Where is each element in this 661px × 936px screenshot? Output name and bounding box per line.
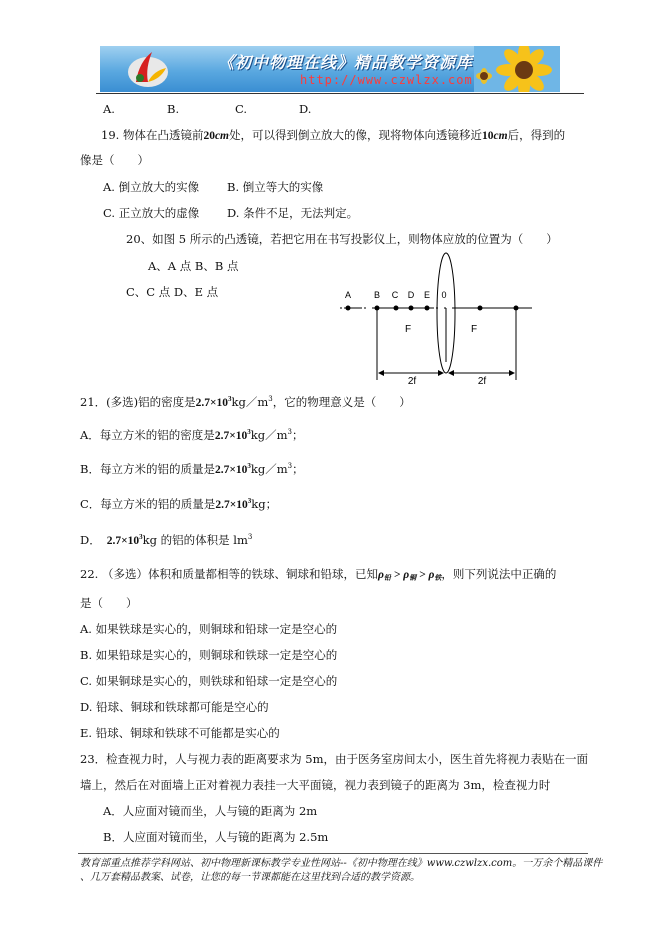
label-f-left: F [404, 324, 412, 335]
label-f-right: F [470, 324, 478, 335]
q21-option-d-label: D． [80, 533, 101, 547]
value-times-ten: ×10 [121, 535, 140, 547]
rho-subscript-iron: 铁 [434, 574, 442, 582]
cube-exponent: 3 [247, 533, 253, 541]
footer-rule [78, 853, 588, 854]
label-e: E [423, 290, 431, 300]
q20-stem: 20、如图 5 所示的凸透镜，若把它用在书写投影仪上，则物体应放的位置为（ ） [126, 232, 558, 246]
rho-subscript-copper: 铜 [409, 574, 417, 582]
cube-exponent: 3 [287, 462, 293, 470]
point-c [394, 306, 399, 311]
q21-option-b-end: ； [292, 462, 304, 476]
q21-option-d-text: kg 的铝的体积是 lm [142, 533, 248, 547]
point-a [346, 306, 351, 311]
label-a: A [344, 290, 352, 300]
q19-distance-1: 20 [203, 130, 215, 142]
q22-option-a: A. 如果铁球是实心的，则铜球和铅球一定是空心的 [80, 622, 338, 636]
q19-distance-2: 10 [482, 130, 494, 142]
greater-than: > [416, 569, 429, 581]
arrowhead [509, 370, 515, 376]
q21-option-a-text: A．每立方米的铝的密度是 [80, 428, 215, 442]
prev-option-b: B. [167, 102, 180, 116]
q21-option-b [80, 462, 304, 477]
q22-option-d: D. 铅球、铜球和铁球都可能是空心的 [80, 700, 269, 714]
q23-stem-line1: 23．检查视力时，人与视力表的距离要求为 5m，由于医务室房间太小，医生首先将视力表贴在一面 [80, 752, 589, 766]
prev-option-c: C. [235, 102, 248, 116]
footer-line1: 教育部重点推荐学科网站、初中物理新课标教学专业性网站--《初中物理在线》www.czwlzx.com。一万余个精品课件 [80, 858, 603, 869]
label-2f-left: 2f [407, 376, 417, 385]
header-banner [100, 46, 560, 92]
value-exponent: 3 [247, 497, 252, 505]
value-exponent: 3 [247, 462, 251, 470]
q22-stem-pre: 22. （多选）体积和质量都相等的铁球、铜球和铅球，已知 [80, 567, 378, 581]
q22-stem-post: ，则下列说法中正确的 [441, 567, 557, 581]
site-logo-icon [126, 48, 170, 90]
q19-stem-post: 后，得到的 [507, 128, 566, 142]
q19-unit-2: cm [493, 130, 508, 142]
q19-stem-line2: 像是（ ） [80, 153, 149, 167]
prev-option-d: D. [299, 102, 312, 116]
lens-diagram [334, 250, 534, 385]
value-coefficient: 2.7 [214, 430, 230, 442]
point-b [375, 306, 380, 311]
rho-symbol: ρ [428, 569, 435, 581]
q21-stem-end: ，它的物理意义是（ ） [272, 395, 411, 409]
value-exponent: 3 [228, 395, 232, 403]
banner-url[interactable]: http://www.czwlzx.com [300, 73, 473, 87]
q23-stem-line2: 墙上，然后在对面墙上正对着视力表挂一大平面镜，视力表到镜子的距离为 3m，检查视力时 [80, 778, 551, 792]
value-coefficient: 2.7 [106, 535, 122, 547]
q21-option-a-end: ； [291, 428, 304, 442]
point-d [409, 306, 414, 311]
q21-option-c [80, 497, 277, 512]
q21-option-b-value [215, 464, 251, 476]
q21-density-value [196, 397, 232, 409]
value-coefficient: 2.7 [195, 397, 210, 409]
q19-option-c: C. 正立放大的虚像 [103, 206, 200, 220]
prev-option-a: A. [103, 102, 115, 116]
value-times-ten: ×10 [229, 499, 248, 511]
value-coefficient: 2.7 [215, 499, 230, 511]
rho-symbol: ρ [403, 569, 410, 581]
arrowhead [378, 370, 384, 376]
point-f-right [478, 306, 483, 311]
q21-option-d [80, 533, 252, 548]
q19-stem [101, 128, 565, 143]
rho-symbol: ρ [377, 569, 384, 581]
q19-option-b: B. 倒立等大的实像 [227, 180, 324, 194]
q21-option-a [80, 428, 303, 443]
q22-option-c: C. 如果铜球是实心的，则铁球和铅球一定是空心的 [80, 674, 338, 688]
q22-density-relation [378, 569, 441, 581]
cube-exponent: 3 [287, 428, 292, 436]
q23-option-b: B．人应面对镜而坐，人与镜的距离为 2.5m [103, 830, 329, 844]
point-2f-right [514, 306, 519, 311]
cube-exponent: 3 [268, 395, 273, 403]
value-exponent: 3 [139, 533, 143, 541]
q22-option-e: E. 铅球、铜球和铁球不可能都是实心的 [80, 726, 280, 740]
label-c: C [391, 290, 399, 300]
q20-options-line2: C、C 点 D、E 点 [126, 285, 219, 299]
q19-stem-mid: 处，可以得到倒立放大的像，现将物体向透镜移近 [229, 128, 483, 142]
q21-option-c-value [215, 499, 251, 511]
q21-stem [80, 395, 411, 410]
greater-than: > [390, 569, 404, 581]
q22-stem-line2: 是（ ） [80, 596, 138, 610]
label-b: B [373, 290, 381, 300]
sunflower-icon [474, 46, 560, 92]
q21-option-a-value [215, 430, 251, 442]
point-e [425, 306, 430, 311]
q21-unit: kg／m [231, 395, 269, 409]
q21-option-d-value [107, 535, 143, 547]
q23-option-a: A．人应面对镜而坐，人与镜的距离为 2m [103, 804, 318, 818]
q21-option-a-unit: kg／m [250, 428, 288, 442]
q22-option-b: B. 如果铅球是实心的，则铜球和铁球一定是空心的 [80, 648, 338, 662]
q20-options-line1: A、A 点 B、B 点 [148, 259, 239, 273]
value-coefficient: 2.7 [214, 464, 230, 476]
value-exponent: 3 [247, 428, 251, 436]
q22-stem [80, 567, 556, 582]
q21-stem-pre: 21．(多选)铝的密度是 [80, 395, 196, 409]
header-rule [96, 93, 584, 94]
rho-subscript-lead: 铅 [383, 574, 391, 582]
q21-option-b-text: B．每立方米的铝的质量是 [80, 462, 215, 476]
value-times-ten: ×10 [229, 464, 248, 476]
q19-unit-1: cm [214, 130, 230, 142]
q21-option-c-text: C．每立方米的铝的质量是 [80, 497, 216, 511]
q19-option-a: A. 倒立放大的实像 [103, 180, 200, 194]
value-times-ten: ×10 [209, 397, 229, 409]
q21-option-c-unit: kg； [251, 497, 278, 511]
value-times-ten: ×10 [229, 430, 248, 442]
banner-title: 《初中物理在线》精品教学资源库 [218, 53, 474, 72]
q19-option-d: D. 条件不足，无法判定。 [227, 206, 359, 220]
q19-stem-pre: 19. 物体在凸透镜前 [101, 128, 204, 142]
label-d: D [407, 290, 415, 300]
footer-line2: 、几万套精品教案、试卷，让您的每一节课都能在这里找到合适的教学资源。 [80, 872, 420, 883]
q21-option-b-unit: kg／m [250, 462, 288, 476]
label-o: 0 [441, 290, 447, 300]
label-2f-right: 2f [477, 376, 487, 385]
